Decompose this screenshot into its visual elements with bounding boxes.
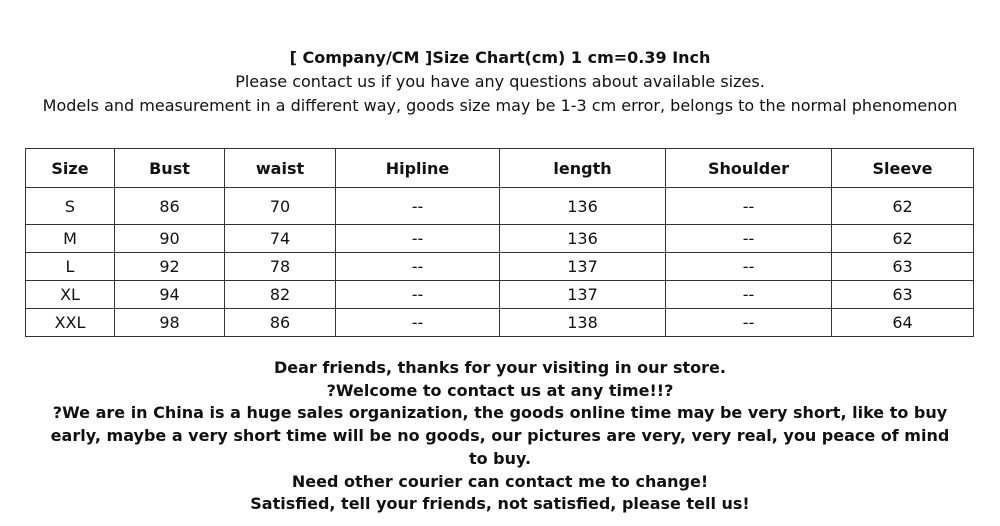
measurement-note: Models and measurement in a different way, goods size may be 1-3 cm error, belongs to the normal phenomenon — [42, 96, 958, 115]
table-cell: -- — [336, 188, 500, 225]
table-cell: M — [26, 225, 115, 253]
table-cell: -- — [336, 309, 500, 337]
table-cell: 70 — [225, 188, 336, 225]
table-header-row — [26, 149, 974, 188]
contact-note: Please contact us if you have any questions about available sizes. — [235, 72, 765, 91]
table-cell: L — [26, 253, 115, 281]
table-row — [26, 309, 974, 337]
greeting-text: Dear friends, thanks for your visiting in our store. — [274, 358, 726, 377]
column-header-size: Size — [26, 149, 115, 188]
table-row — [26, 225, 974, 253]
table-cell: 78 — [225, 253, 336, 281]
table-cell: 138 — [500, 309, 666, 337]
table-cell: 137 — [500, 253, 666, 281]
table-cell: 82 — [225, 281, 336, 309]
column-header-bust: Bust — [115, 149, 225, 188]
table-cell: 137 — [500, 281, 666, 309]
table-cell: -- — [666, 225, 832, 253]
table-cell: S — [26, 188, 115, 225]
table-cell: 98 — [115, 309, 225, 337]
table-cell: 86 — [225, 309, 336, 337]
table-cell: XXL — [26, 309, 115, 337]
table-cell: 63 — [832, 253, 974, 281]
table-cell: -- — [336, 253, 500, 281]
column-header-sleeve: Sleeve — [832, 149, 974, 188]
table-cell: XL — [26, 281, 115, 309]
table-row — [26, 253, 974, 281]
feedback-text: Satisfied, tell your friends, not satisfied, please tell us! — [250, 494, 750, 514]
size-chart-title: [ Company/CM ]Size Chart(cm) 1 cm=0.39 Inch — [289, 48, 711, 67]
table-cell: 62 — [832, 188, 974, 225]
table-row — [26, 188, 974, 225]
table-cell: 74 — [225, 225, 336, 253]
column-header-hipline: Hipline — [336, 149, 500, 188]
table-cell: 136 — [500, 225, 666, 253]
table-cell: -- — [666, 188, 832, 225]
table-cell: 94 — [115, 281, 225, 309]
column-header-shoulder: Shoulder — [666, 149, 832, 188]
sales-notice-text: ?We are in China is a huge sales organization, the goods online time may be very short, like to buy early, maybe a very short time will be no goods, our pictures are very, very real, you peace of mind to buy. — [50, 403, 950, 468]
table-cell: 90 — [115, 225, 225, 253]
table-cell: -- — [666, 309, 832, 337]
size-chart-header — [0, 46, 1000, 118]
table-cell: 92 — [115, 253, 225, 281]
table-cell: -- — [336, 225, 500, 253]
table-row — [26, 281, 974, 309]
table-cell: 136 — [500, 188, 666, 225]
table-cell: -- — [336, 281, 500, 309]
table-cell: -- — [666, 281, 832, 309]
courier-text: Need other courier can contact me to change! — [291, 471, 709, 491]
size-chart-table — [25, 148, 974, 337]
table-cell: 62 — [832, 225, 974, 253]
store-message — [0, 357, 1000, 516]
column-header-length: length — [500, 149, 666, 188]
table-cell: -- — [666, 253, 832, 281]
table-cell: 86 — [115, 188, 225, 225]
table-cell: 64 — [832, 309, 974, 337]
table-cell: 63 — [832, 281, 974, 309]
welcome-text: ?Welcome to contact us at any time!!? — [326, 380, 674, 400]
column-header-waist: waist — [225, 149, 336, 188]
